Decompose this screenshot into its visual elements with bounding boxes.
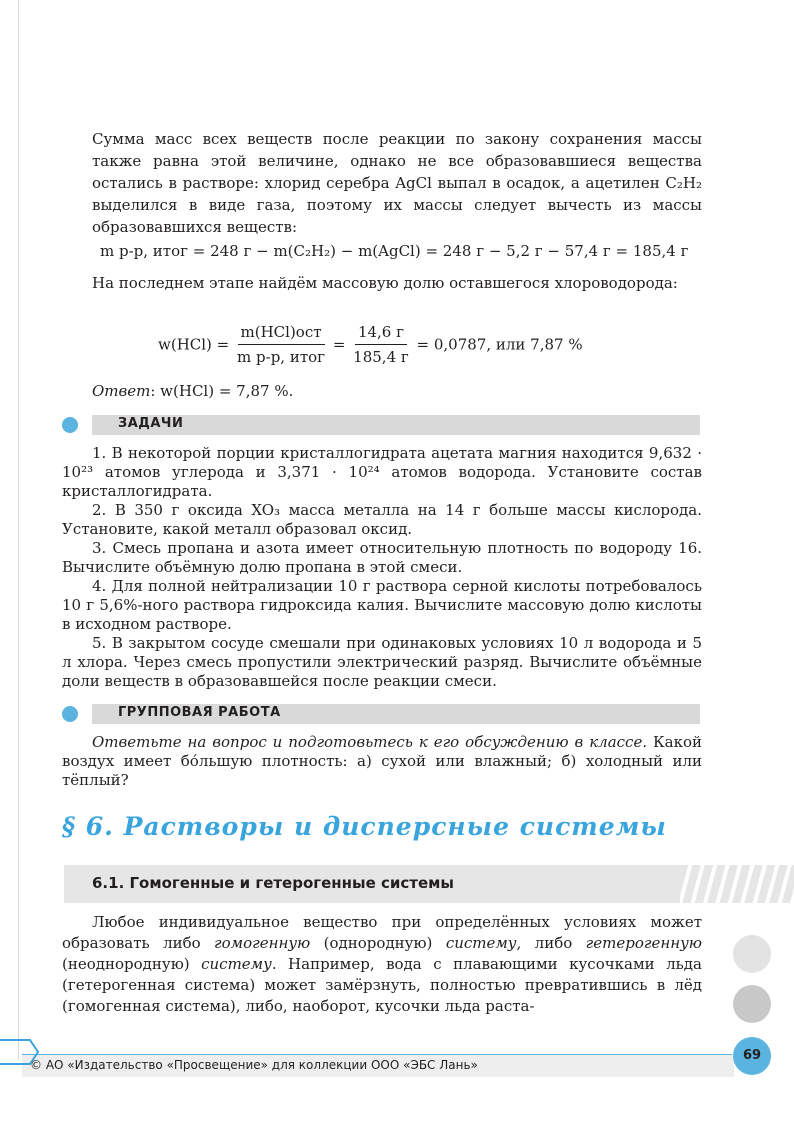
fraction-2 [350, 322, 412, 367]
task-5-text: 5. В закрытом сосуде смешали при одинаковых условиях 10 л водорода и 5 л хлора. Через смесь пропустили электрический разряд. Вычислите объёмные доли веществ в образовавшейся после реакции смеси. [62, 634, 702, 690]
group-work-text [62, 733, 702, 790]
tasks-header-bar [92, 415, 700, 435]
p3-text-e: , либо [516, 934, 586, 952]
subsection-bar [64, 865, 698, 903]
fraction-2-denominator: 185,4 г [353, 348, 409, 366]
p3-term-system: систему [445, 934, 517, 952]
task-item [62, 444, 702, 501]
task-3-text: 3. Смесь пропана и азота имеет относительную плотность по водороду 16. Вычислите объёмную долю пропана в этой смеси. [62, 539, 702, 576]
paragraph-mass-sum [92, 128, 702, 238]
p3-term-heterogeneous: гетерогенную [585, 934, 702, 952]
paragraph-text: Сумма масс всех веществ после реакции по закону сохранения массы также равна этой величине, однако не все образовавшиеся вещества остались в растворе: хлорид серебра AgCl выпал в осадок, а ацетилен C₂H₂ выделился в виде газа, поэтому их массы следует вычесть из массы образовавшихся веществ: [92, 130, 702, 236]
paragraph-homogeneous [62, 912, 702, 1017]
task-1-text: 1. В некоторой порции кристаллогидрата ацетата магния находится 9,632 · 10²³ атомов углерода и 3,371 · 10²⁴ атомов водорода. Установите состав кристаллогидрата. [62, 444, 702, 500]
group-question: Какой воздух имеет бо́льшую плотность: а) сухой или влажный; б) холодный или тёплый? [62, 733, 702, 789]
task-item [62, 634, 702, 691]
answer-label: Ответ [92, 382, 151, 400]
equation-lhs: w(HCl) = [158, 335, 230, 354]
page-number: 69 [733, 1037, 771, 1075]
task-item [62, 501, 702, 539]
paragraph-text: На последнем этапе найдём массовую долю оставшегося хлороводорода: [92, 274, 678, 292]
equation-solution-mass [100, 242, 688, 260]
p3-text-i: . Например, вода с плавающими кусочками льда (гетерогенная система) может замёрзнуть, полностью превратившись в лёд (гомогенная система), либо, наоборот, кусочки льда раста- [62, 955, 702, 1015]
equation-equals: = [332, 335, 346, 354]
section-title: § 6. Растворы и дисперсные системы [62, 812, 667, 841]
group-header-bar [92, 704, 700, 724]
footer-line [22, 1054, 732, 1055]
decor-circle-dark [733, 985, 771, 1023]
group-header: ГРУППОВАЯ РАБОТА [118, 705, 281, 720]
task-item [62, 577, 702, 634]
p3-term-homogeneous: гомогенную [214, 934, 311, 952]
fraction-1-denominator: m р-р, итог [237, 348, 326, 366]
task-2-text: 2. В 350 г оксида XO₃ масса металла на 14 г больше массы кислорода. Установите, какой металл образовал оксид. [62, 501, 702, 538]
fraction-2-numerator: 14,6 г [355, 322, 407, 345]
equation-text: m р-р, итог = 248 г − m(C₂H₂) − m(AgCl) = 248 г − 5,2 г − 57,4 г = 185,4 г [100, 242, 689, 260]
p3-text-g: (неоднородную) [62, 955, 202, 973]
p3-term-system-2: систему [201, 955, 272, 973]
subsection-stripes [680, 865, 794, 903]
tasks-bullet-icon [62, 417, 78, 433]
equation-mass-fraction [158, 322, 583, 367]
answer-line [92, 380, 702, 402]
footer-copyright: © АО «Издательство «Просвещение» для коллекции ООО «ЭБС Лань» [30, 1058, 478, 1072]
task-item [62, 539, 702, 577]
group-bullet-icon [62, 706, 78, 722]
task-4-text: 4. Для полной нейтрализации 10 г раствора серной кислоты потребовалось 10 г 5,6%-ного раствора гидроксида калия. Вычислите массовую долю кислоты в исходном растворе. [62, 577, 702, 633]
paragraph-final-step [92, 272, 702, 294]
equation-rhs: = 0,0787, или 7,87 % [416, 335, 583, 354]
p3-text-c: (однородную) [310, 934, 446, 952]
subsection-title: 6.1. Гомогенные и гетерогенные системы [92, 874, 454, 892]
decor-circle-light [733, 935, 771, 973]
tasks-header: ЗАДАЧИ [118, 416, 184, 431]
answer-text: : w(HCl) = 7,87 %. [150, 382, 294, 400]
group-instruction: Ответьте на вопрос и подготовьтесь к его обсуждению в классе. [92, 733, 648, 751]
page-left-border [0, 0, 19, 1060]
p3-text-a: Любое индивидуальное вещество при определённых условиях может образовать либо [62, 913, 702, 952]
fraction-1 [234, 322, 328, 367]
fraction-1-numerator: m(HCl)ост [238, 322, 325, 345]
